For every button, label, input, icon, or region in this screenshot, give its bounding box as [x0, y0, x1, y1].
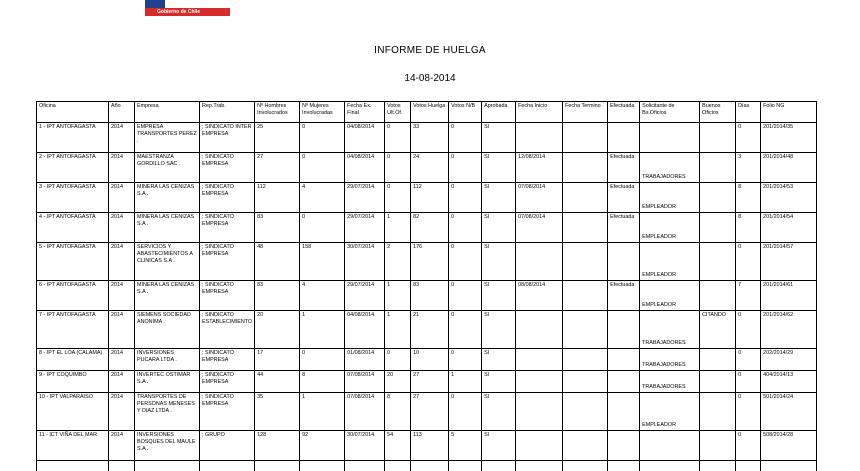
table-cell: 201/2014/48 — [761, 153, 817, 183]
table-cell — [200, 461, 255, 471]
table-cell — [135, 461, 200, 471]
table-cell — [411, 461, 449, 471]
column-header: Año — [109, 102, 135, 123]
table-cell: Efectuada — [608, 281, 640, 311]
table-cell — [449, 461, 482, 471]
table-cell: 0 — [300, 349, 345, 371]
table-cell: 2014 — [109, 431, 135, 461]
table-cell: 4 — [300, 281, 345, 311]
table-cell — [640, 431, 700, 461]
table-cell: SIEMENS SOCIEDAD ANONIMA . — [135, 311, 200, 349]
table-cell — [700, 371, 736, 393]
table-cell — [516, 393, 563, 431]
table-cell: 10 - IPT VALPARAISO — [37, 393, 109, 431]
table-cell: 83 — [255, 281, 300, 311]
table-row — [37, 213, 817, 243]
table-cell — [608, 393, 640, 431]
table-cell: 3 - IPT ANTOFAGASTA — [37, 183, 109, 213]
table-cell: 5 — [449, 431, 482, 461]
table-cell — [482, 461, 516, 471]
table-cell — [516, 243, 563, 281]
column-header: Nº Hombres Involucrados — [255, 102, 300, 123]
table-cell — [608, 243, 640, 281]
table-cell: MINERA LAS CENIZAS S.A . — [135, 281, 200, 311]
table-cell: 508/2014/28 — [761, 431, 817, 461]
table-cell: ; SINDICATO EMPRESA — [200, 213, 255, 243]
table-cell: SI — [482, 393, 516, 431]
table-cell: 83 — [255, 213, 300, 243]
table-cell — [700, 349, 736, 371]
table-cell: 1 — [300, 393, 345, 431]
table-cell: SI — [482, 183, 516, 213]
table-cell: 2014 — [109, 183, 135, 213]
table-cell: ; SINDICATO ESTABLECIMIENTO — [200, 311, 255, 349]
table-cell — [700, 461, 736, 471]
table-cell: 0 — [736, 123, 761, 153]
table-cell: 0 — [736, 431, 761, 461]
table-cell: ; SINDICATO EMPRESA — [200, 281, 255, 311]
table-cell: ; SINDICATO EMPRESA — [200, 153, 255, 183]
table-cell — [516, 349, 563, 371]
table-cell: EMPLEADOR — [640, 213, 700, 243]
table-cell: 35 — [255, 393, 300, 431]
column-header: Empresa — [135, 102, 200, 123]
table-cell: TRABAJADORES — [640, 371, 700, 393]
column-header: Oficina — [37, 102, 109, 123]
table-cell — [640, 123, 700, 153]
table-cell: 92 — [300, 431, 345, 461]
table-cell: 2014 — [109, 153, 135, 183]
table-cell: SI — [482, 371, 516, 393]
table-cell: TRABAJADORES — [640, 153, 700, 183]
table-row — [37, 311, 817, 349]
table-cell: 158 — [300, 243, 345, 281]
column-header: Efectuada — [608, 102, 640, 123]
table-cell: ; SINDICATO EMPRESA — [200, 243, 255, 281]
table-cell: 8 — [736, 183, 761, 213]
table-cell: EMPLEADOR — [640, 243, 700, 281]
table-cell: 1 — [385, 311, 411, 349]
column-header: Días — [736, 102, 761, 123]
table-cell: 1 - IPT ANTOFAGASTA — [37, 123, 109, 153]
table-row-partial — [37, 461, 817, 471]
table-cell: MINERA LAS CENIZAS S.A . — [135, 213, 200, 243]
column-header: Folio NG — [761, 102, 817, 123]
table-cell: ; SINDICATO EMPRESA — [200, 371, 255, 393]
table-cell: 2014 — [109, 311, 135, 349]
table-cell: 1 — [385, 213, 411, 243]
table-cell — [37, 461, 109, 471]
table-cell: 04/08/2014 — [345, 311, 385, 349]
table-cell: MINERA LAS CENIZAS S.A . — [135, 183, 200, 213]
column-header: Aprobada — [482, 102, 516, 123]
table-cell: 2014 — [109, 243, 135, 281]
table-cell: 29/07/2014 — [345, 213, 385, 243]
table-cell: 0 — [449, 183, 482, 213]
table-row — [37, 243, 817, 281]
table-cell: 0 — [385, 153, 411, 183]
table-cell: 0 — [449, 243, 482, 281]
table-cell: 2014 — [109, 349, 135, 371]
table-cell — [516, 371, 563, 393]
column-header: Votos Ult.Of. — [385, 102, 411, 123]
table-cell: 0 — [449, 311, 482, 349]
table-cell: 04/08/2014 — [345, 123, 385, 153]
table-cell: ; SINDICATO INTER EMPRESA — [200, 123, 255, 153]
table-cell: 2014 — [109, 393, 135, 431]
strike-report-table — [36, 101, 817, 471]
column-header: Fecha Termino — [563, 102, 608, 123]
table-cell: 33 — [411, 123, 449, 153]
table-cell: 30/07/2014 — [345, 431, 385, 461]
table-cell — [109, 461, 135, 471]
table-cell: 2014 — [109, 371, 135, 393]
table-cell: 8 — [736, 213, 761, 243]
table-cell — [516, 431, 563, 461]
table-cell: SI — [482, 123, 516, 153]
table-cell: 4 — [300, 183, 345, 213]
table-cell: 404/2014/13 — [761, 371, 817, 393]
table-cell: 8 — [385, 393, 411, 431]
table-cell: 0 — [300, 213, 345, 243]
column-header: Votos N/B — [449, 102, 482, 123]
table-cell: EMPRESA TRANSPORTES PEREZ . — [135, 123, 200, 153]
table-cell — [563, 183, 608, 213]
table-cell: ; SINDICATO EMPRESA — [200, 183, 255, 213]
table-cell: 2014 — [109, 213, 135, 243]
table-row — [37, 123, 817, 153]
table-cell: 0 — [449, 123, 482, 153]
table-cell — [563, 153, 608, 183]
table-cell: 2 — [385, 243, 411, 281]
table-cell — [700, 153, 736, 183]
table-cell: 08/08/2014 — [516, 281, 563, 311]
table-cell: 8 - IPT EL LOA (CALAMA) — [37, 349, 109, 371]
table-cell: 12/08/2014 — [516, 153, 563, 183]
table-cell — [700, 281, 736, 311]
table-cell: ; SINDICATO EMPRESA — [200, 349, 255, 371]
table-cell: TRANSPORTES DE PERSONAS MENESES Y DIAZ LTDA . — [135, 393, 200, 431]
table-cell: 128 — [255, 431, 300, 461]
table-cell: 0 — [736, 393, 761, 431]
table-cell: Efectuada — [608, 183, 640, 213]
table-cell: 0 — [736, 349, 761, 371]
table-cell — [563, 281, 608, 311]
logo-blue-square — [145, 0, 165, 8]
table-cell: 29/07/2014 — [345, 183, 385, 213]
table-cell: 20 — [255, 311, 300, 349]
table-cell: SERVICIOS Y ABASTECIMIENTOS A CLINICAS S.A . — [135, 243, 200, 281]
table-cell: 1 — [300, 311, 345, 349]
table-row — [37, 153, 817, 183]
table-cell: 4 - IPT ANTOFAGASTA — [37, 213, 109, 243]
table-cell — [608, 311, 640, 349]
table-cell — [640, 461, 700, 471]
table-cell: 0 — [385, 123, 411, 153]
table-row — [37, 371, 817, 393]
table-cell: 3 — [736, 153, 761, 183]
table-cell: 201/2014/62 — [761, 311, 817, 349]
table-cell: 201/2014/35 — [761, 123, 817, 153]
table-cell: 07/08/2014 — [345, 371, 385, 393]
table-cell: 44 — [255, 371, 300, 393]
table-cell: SI — [482, 281, 516, 311]
table-row — [37, 281, 817, 311]
table-cell: 04/08/2014 — [345, 153, 385, 183]
table-cell — [608, 461, 640, 471]
table-cell: 202/2014/29 — [761, 349, 817, 371]
table-cell: INVERSIONES BOSQUES DEL MAULE S.A . — [135, 431, 200, 461]
table-cell: 201/2014/61 — [761, 281, 817, 311]
table-cell — [300, 461, 345, 471]
table-row — [37, 431, 817, 461]
table-cell: 0 — [300, 123, 345, 153]
table-cell: 0 — [385, 183, 411, 213]
table-cell — [516, 311, 563, 349]
table-cell — [700, 213, 736, 243]
table-cell: SI — [482, 213, 516, 243]
government-logo — [145, 0, 230, 16]
table-cell — [563, 393, 608, 431]
table-cell: 6 - IPT ANTOFAGASTA — [37, 281, 109, 311]
table-cell: 501/2014/24 — [761, 393, 817, 431]
table-cell: INVERSIONES PUCARA LTDA . — [135, 349, 200, 371]
table-cell — [385, 461, 411, 471]
table-cell — [700, 393, 736, 431]
table-cell: Efectuada — [608, 153, 640, 183]
table-cell: 2 - IPT ANTOFAGASTA — [37, 153, 109, 183]
column-header: Fecha Ex. Final — [345, 102, 385, 123]
table-cell: 82 — [411, 213, 449, 243]
table-cell: 0 — [449, 281, 482, 311]
table-cell: 48 — [255, 243, 300, 281]
column-header: Rep.Trab. — [200, 102, 255, 123]
table-cell — [563, 213, 608, 243]
table-cell — [563, 349, 608, 371]
table-cell: 27 — [255, 153, 300, 183]
table-cell — [563, 371, 608, 393]
table-cell: 2014 — [109, 281, 135, 311]
table-cell: 0 — [449, 349, 482, 371]
logo-caption: Gobierno de Chile — [157, 8, 200, 16]
table-cell: 01/08/2014 — [345, 349, 385, 371]
table-cell: 27 — [411, 371, 449, 393]
table-cell: ; GRUPO — [200, 431, 255, 461]
table-cell — [563, 123, 608, 153]
table-cell: 5 - IPT ANTOFAGASTA — [37, 243, 109, 281]
table-cell: 201/2014/54 — [761, 213, 817, 243]
table-cell: 07/08/2014 — [516, 183, 563, 213]
table-cell: 24 — [411, 153, 449, 183]
table-cell: 7 - IPT ANTOFAGASTA — [37, 311, 109, 349]
table-cell: 07/08/2014 — [516, 213, 563, 243]
table-cell: SI — [482, 243, 516, 281]
table-cell — [563, 431, 608, 461]
table-cell: 0 — [449, 393, 482, 431]
table-cell: 0 — [736, 243, 761, 281]
table-cell: EMPLEADOR — [640, 183, 700, 213]
table-cell — [700, 431, 736, 461]
table-cell — [700, 183, 736, 213]
table-cell: SI — [482, 153, 516, 183]
table-cell: 176 — [411, 243, 449, 281]
table-cell — [563, 311, 608, 349]
table-body — [37, 123, 817, 471]
table-cell: 11 - ICT VIÑA DEL MAR — [37, 431, 109, 461]
column-header: Solicitante de Bs.Oficios — [640, 102, 700, 123]
table-cell: 10 — [411, 349, 449, 371]
table-cell: MAESTRANZA GORDILLO SAC . — [135, 153, 200, 183]
table-row — [37, 393, 817, 431]
column-header: Votos Huelga — [411, 102, 449, 123]
table-cell: 9 - IPT COQUIMBO — [37, 371, 109, 393]
table-cell: 1 — [385, 281, 411, 311]
table-cell: 0 — [385, 349, 411, 371]
table-cell — [345, 461, 385, 471]
table-cell: INVERTEC OSTIMAR S.A . — [135, 371, 200, 393]
table-cell — [516, 461, 563, 471]
column-header: Buenos Oficios — [700, 102, 736, 123]
table-cell — [255, 461, 300, 471]
table-cell: TRABAJADORES — [640, 349, 700, 371]
table-cell: 20 — [385, 371, 411, 393]
table-cell — [516, 123, 563, 153]
table-cell — [700, 243, 736, 281]
table-cell: 112 — [411, 183, 449, 213]
table-cell: EMPLEADOR — [640, 281, 700, 311]
table-cell: CITANDO — [700, 311, 736, 349]
table-cell: 0 — [449, 153, 482, 183]
table-cell: SI — [482, 311, 516, 349]
table-cell — [736, 461, 761, 471]
table-cell: 17 — [255, 349, 300, 371]
table-cell: SI — [482, 431, 516, 461]
table-cell: 29/07/2014 — [345, 281, 385, 311]
table-cell: 27 — [411, 393, 449, 431]
table-cell: SI — [482, 349, 516, 371]
column-header: Fecha Inicio — [516, 102, 563, 123]
column-header: Nº Mujeres Involucradas — [300, 102, 345, 123]
table-cell — [608, 431, 640, 461]
table-cell — [563, 461, 608, 471]
table-cell: TRABAJADORES — [640, 311, 700, 349]
table-cell: Efectuada — [608, 213, 640, 243]
table-cell — [608, 123, 640, 153]
table-cell: 113 — [411, 431, 449, 461]
table-row — [37, 183, 817, 213]
table-cell: 201/2014/57 — [761, 243, 817, 281]
table-cell: 2014 — [109, 123, 135, 153]
table-cell: 8 — [300, 371, 345, 393]
table-cell — [608, 349, 640, 371]
table-cell — [700, 123, 736, 153]
table-cell: 0 — [736, 311, 761, 349]
table-cell: 0 — [736, 371, 761, 393]
table-cell: 201/2014/53 — [761, 183, 817, 213]
table-cell — [608, 371, 640, 393]
table-cell — [761, 461, 817, 471]
table-header-row — [37, 102, 817, 123]
report-date: 14-08-2014 — [0, 73, 860, 84]
table-cell: EMPLEADOR — [640, 393, 700, 431]
table-cell: 07/08/2014 — [345, 393, 385, 431]
table-cell: 0 — [300, 153, 345, 183]
table-row — [37, 349, 817, 371]
table-cell: 21 — [411, 311, 449, 349]
table-cell: 25 — [255, 123, 300, 153]
table-cell: 7 — [736, 281, 761, 311]
report-title: INFORME DE HUELGA — [0, 45, 860, 56]
table-cell: 112 — [255, 183, 300, 213]
table-cell: ; SINDICATO EMPRESA — [200, 393, 255, 431]
table-cell: 0 — [449, 213, 482, 243]
table-cell: 83 — [411, 281, 449, 311]
table-cell: 1 — [449, 371, 482, 393]
table-cell: 54 — [385, 431, 411, 461]
table-cell: 30/07/2014 — [345, 243, 385, 281]
table-cell — [563, 243, 608, 281]
